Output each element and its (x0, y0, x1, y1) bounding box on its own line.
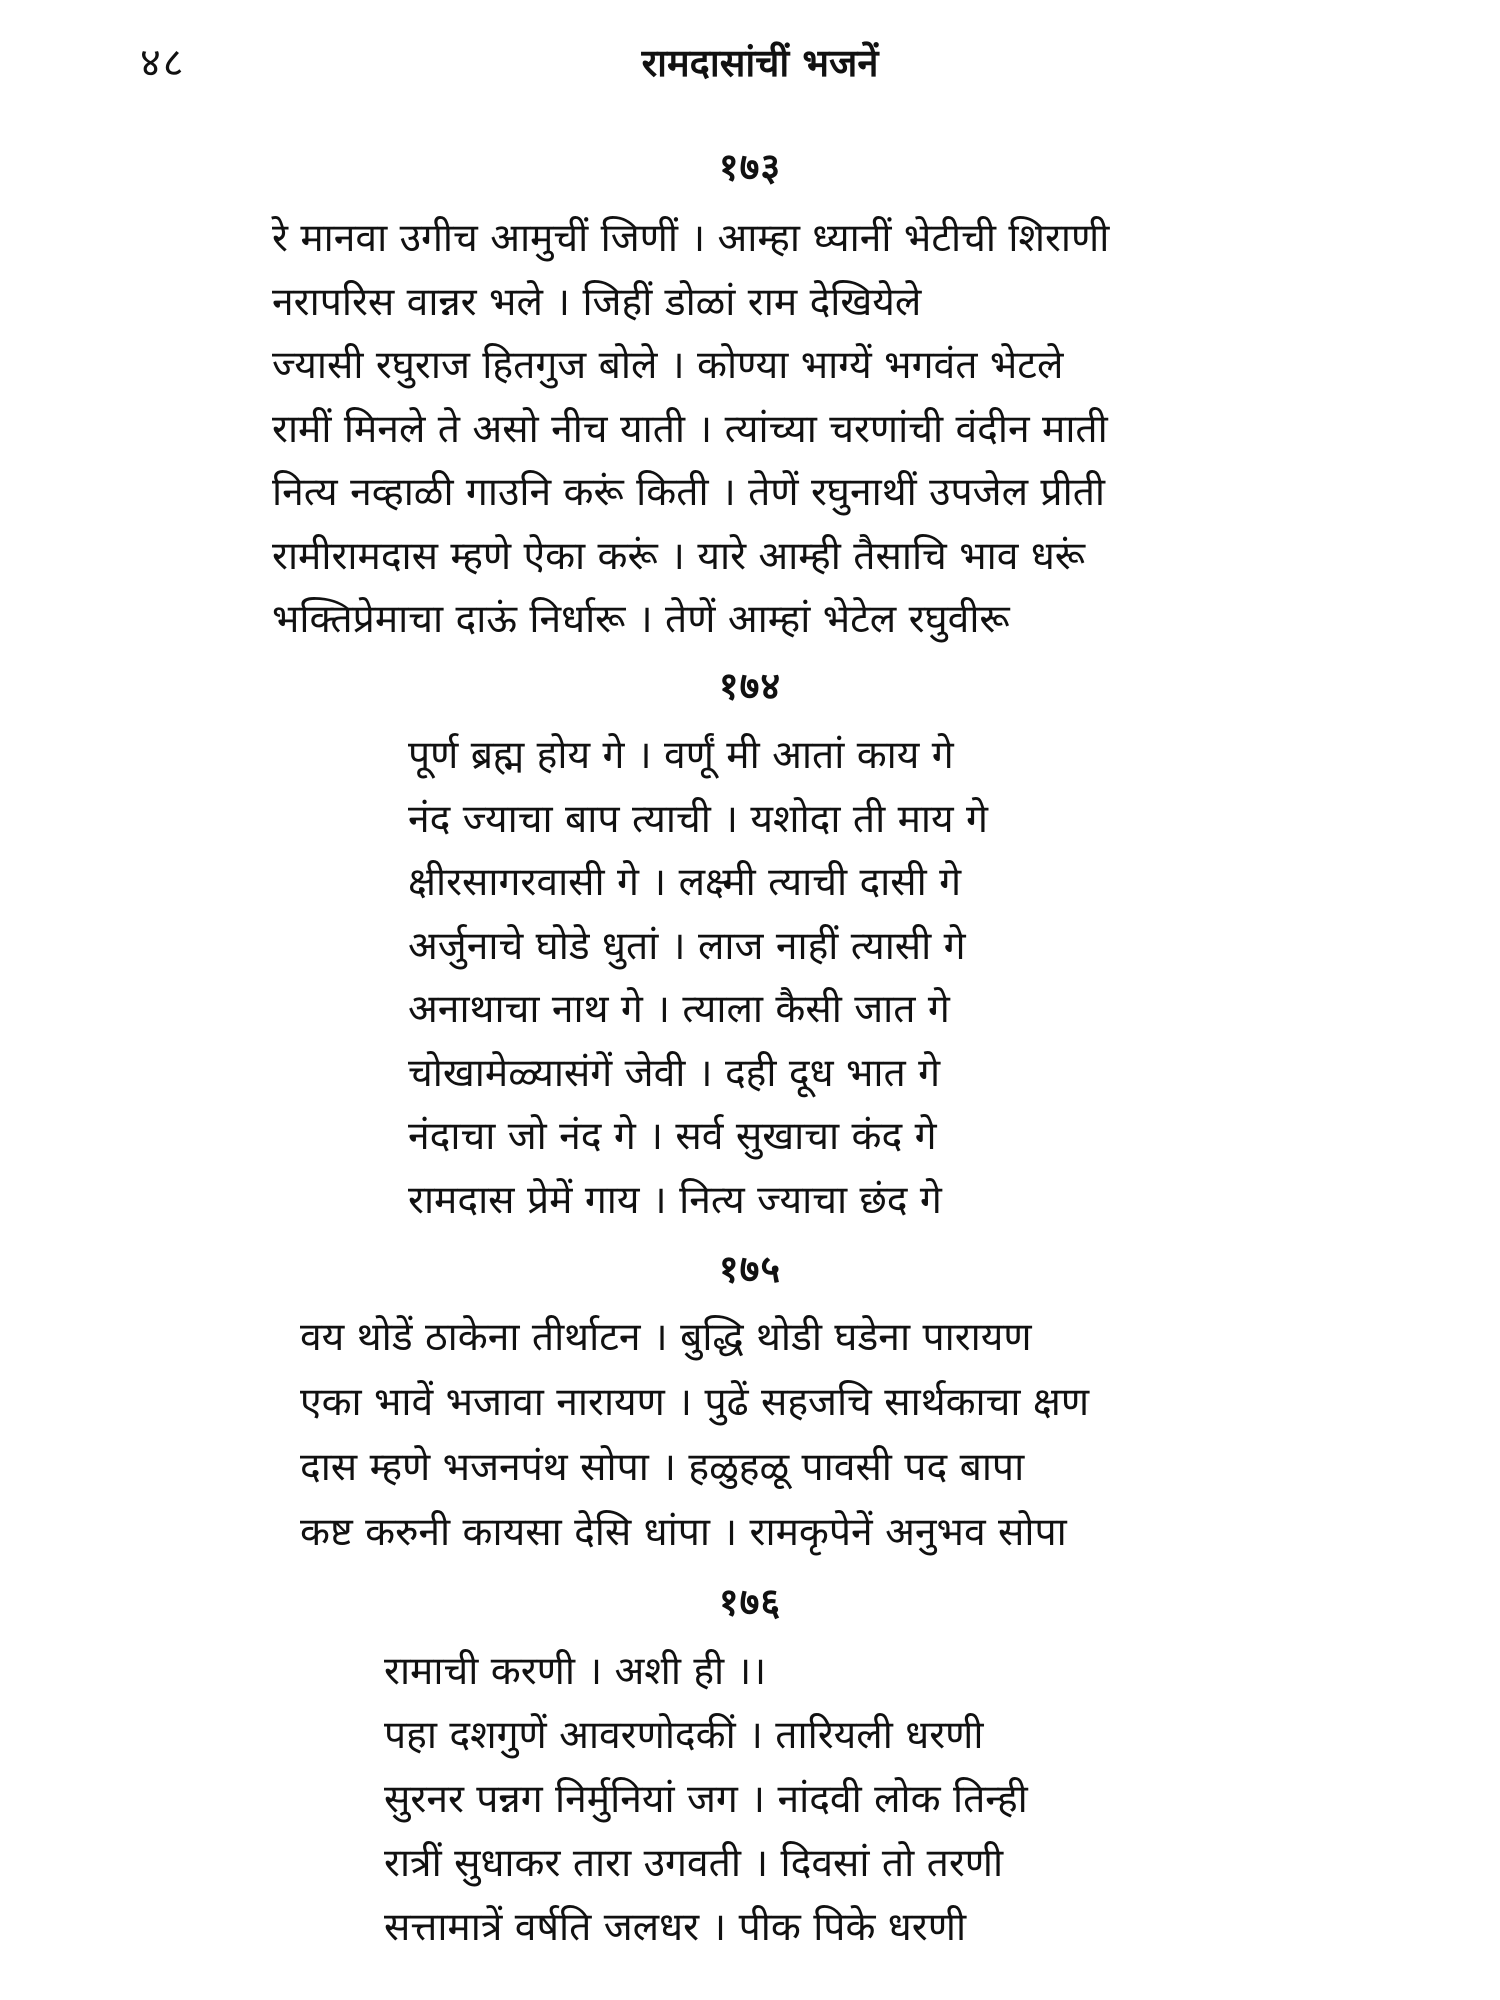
verse-line: भक्तिप्रेमाचा दाऊं निर्धारू । तेणें आम्हां भेटेल रघुवीरू (272, 597, 1010, 642)
verse-line: क्षीरसागरवासी गे । लक्ष्मी त्याची दासी गे (408, 860, 962, 905)
verse-line: रात्रीं सुधाकर तारा उगवती । दिवसां तो तरणी (384, 1841, 1004, 1886)
verse-line: रामाची करणी । अशी ही ।। (384, 1649, 767, 1694)
verse-line: दास म्हणे भजनपंथ सोपा । हळुहळू पावसी पद बापा (300, 1445, 1025, 1490)
verse-line: पहा दशगुणें आवरणोदकीं । तारियली धरणी (384, 1713, 984, 1758)
verse-line: नंद ज्याचा बाप त्याची । यशोदा ती माय गे (408, 796, 989, 842)
verse-block-173 (272, 207, 1109, 652)
running-title: रामदासांचीं भजनें (641, 41, 879, 85)
verse-line: कष्ट करुनी कायसा देसि धांपा । रामकृपेनें अनुभव सोपा (300, 1510, 1067, 1555)
verse-line: पूर्ण ब्रह्म होय गे । वर्णूं मी आतां काय गे (408, 733, 954, 778)
verse-line: नित्य नव्हाळी गाउनि करूं किती । तेणें रघुनाथीं उपजेल प्रीती (272, 470, 1106, 515)
section-number-174: १७४ (718, 664, 782, 708)
verse-line: अर्जुनाचे घोडे धुतां । लाज नाहीं त्यासी गे (408, 923, 966, 969)
verse-line: रे मानवा उगीच आमुचीं जिणीं । आम्हा ध्यानीं भेटीची शिराणी (272, 216, 1110, 261)
verse-line: रामीं मिनले ते असो नीच याती । त्यांच्या चरणांची वंदीन माती (272, 406, 1108, 452)
verse-line: रामदास प्रेमें गाय । नित्य ज्याचा छंद गे (408, 1177, 942, 1223)
verse-line: एका भावें भजावा नारायण । पुढें सहजचि सार्थकाचा क्षण (300, 1380, 1090, 1425)
section-number-176: १७६ (718, 1580, 782, 1624)
verse-block-176 (384, 1640, 1028, 1960)
section-number-175: १७५ (718, 1247, 782, 1291)
verse-block-174 (408, 724, 988, 1232)
verse-line: नंदाचा जो नंद गे । सर्व सुखाचा कंद गे (408, 1114, 937, 1159)
verse-line: वय थोडें ठाकेना तीर्थाटन । बुद्धि थोडी घडेना पारायण (300, 1315, 1032, 1360)
verse-line: अनाथाचा नाथ गे । त्याला कैसी जात गे (408, 987, 950, 1032)
verse-line: सत्तामात्रें वर्षति जलधर । पीक पिके धरणी (384, 1905, 967, 1950)
verse-line: सुरनर पन्नग निर्मुनियां जग । नांदवी लोक तिन्ही (384, 1777, 1028, 1822)
verse-line: चोखामेळ्यासंगें जेवी । दही दूध भात गे (408, 1050, 941, 1096)
verse-line: रामीरामदास म्हणे ऐका करूं । यारे आम्ही तैसाचि भाव धरूं (272, 533, 1086, 579)
verse-block-175 (300, 1305, 1089, 1565)
verse-line: ज्यासी रघुराज हितगुज बोले । कोण्या भाग्यें भगवंत भेटले (272, 343, 1064, 388)
page-number: ४८ (140, 40, 186, 86)
verse-line: नरापरिस वान्नर भले । जिहीं डोळां राम देखियेले (272, 279, 922, 325)
section-number-173: १७३ (718, 145, 782, 189)
